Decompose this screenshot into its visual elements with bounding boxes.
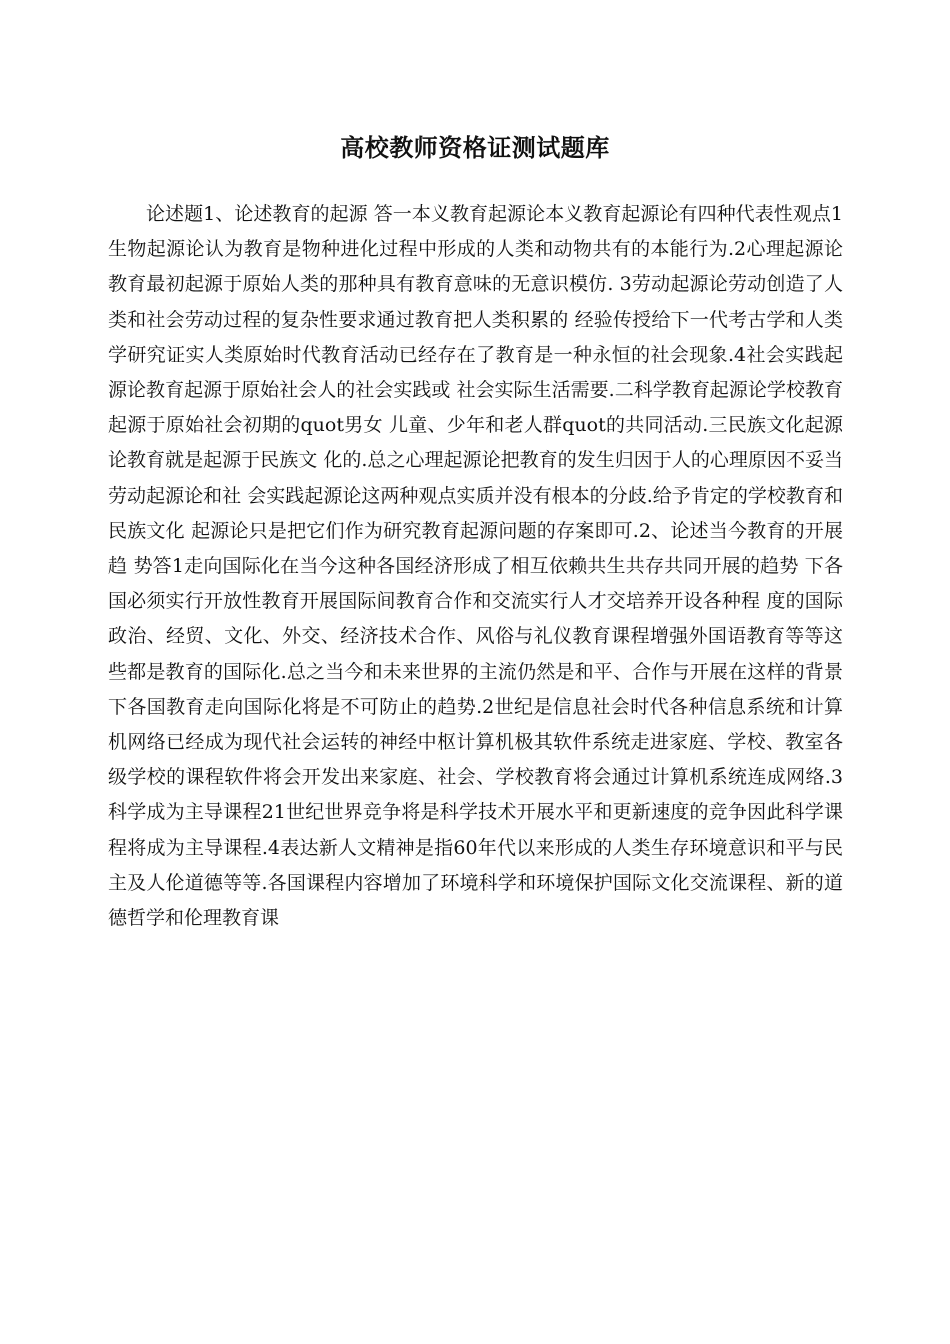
document-title: 高校教师资格证测试题库 bbox=[340, 133, 610, 162]
document-body-paragraph: 论述题1、论述教育的起源 答一本义教育起源论本义教育起源论有四种代表性观点1生物起源论认为教育是物种进化过程中形成的人类和动物共有的本能行为.2心理起源论教育最初起源于原始人类的那种具有教育意味的无意识模仿. 3劳动起源论劳动创造了人类和社会劳动过程的复杂性要求通过教育把人类积累的 经验传授给下一代考古学和人类学研究证实人类原始时代教育活动已经存在了教育是一种永恒的社会现象.4社会实践起源论教育起源于原始社会人的社会实践或 社会实际生活需要.二科学教育起源论学校教育起源于原始社会初期的quot男女 儿童、少年和老人群quot的共同活动.三民族文化起源论教育就是起源于民族文 化的.总之心理起源论把教育的发生归因于人的心理原因不妥当劳动起源论和社 会实践起源论这两种观点实质并没有根本的分歧.给予肯定的学校教育和民族文化 起源论只是把它们作为研究教育起源问题的存案即可.2、论述当今教育的开展趋 势答1走向国际化在当今这种各国经济形成了相互依赖共生共存共同开展的趋势 下各国必须实行开放性教育开展国际间教育合作和交流实行人才交培养开设各种程 度的国际政治、经贸、文化、外交、经济技术合作、风俗与礼仪教育课程增强外国语教育等等这些都是教育的国际化.总之当今和未来世界的主流仍然是和平、合作与开展在这样的背景下各国教育走向国际化将是不可防止的趋势.2世纪是信息社会时代各种信息系统和计算机网络已经成为现代社会运转的神经中枢计算机极其软件系统走进家庭、学校、教室各级学校的课程软件将会开发出来家庭、社会、学校教育将会通过计算机系统连成网络.3科学成为主导课程21世纪世界竞争将是科学技术开展水平和更新速度的竞争因此科学课程将成为主导课程.4表达新人文精神是指60年代以来形成的人类生存环境意识和平与民主及人伦道德等等.各国课程内容增加了环境科学和环境保护国际文化交流课程、新的道德哲学和伦理教育课 bbox=[108, 203, 843, 930]
